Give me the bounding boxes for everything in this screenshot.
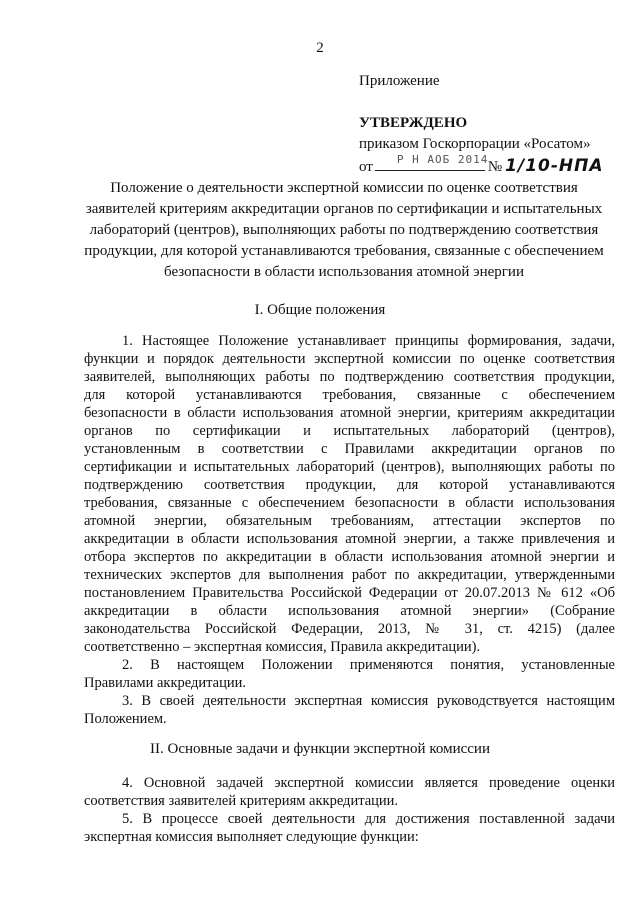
handwritten-order-number: 1/10-НПА (505, 156, 604, 176)
paragraph-line: функции и порядок деятельности экспертной комиссии по оценке соответствия (84, 351, 615, 367)
title-line: Положение о деятельности экспертной комиссии по оценке соответствия (110, 180, 578, 196)
appendix-label: Приложение (359, 73, 440, 89)
paragraph-line: органов по сертификации и испытательных лабораторий (центров), (84, 423, 615, 439)
paragraph-line: заявителей, выполняющих работы по подтверждению соответствия продукции, (84, 369, 615, 385)
date-stamp: Р Н АОБ 2014 (396, 153, 489, 166)
paragraph-5 (84, 810, 615, 846)
paragraph-line: 1. Настоящее Положение устанавливает принципы формирования, задачи, (122, 333, 615, 349)
paragraph-line: для которой устанавливаются требования, связанные с обеспечением (84, 387, 615, 403)
order-by-label: приказом Госкорпорации «Росатом» (359, 136, 591, 152)
order-date-number (359, 153, 604, 176)
paragraph-4 (84, 774, 615, 810)
paragraph-line: аккредитации в области использования атомной энергии, а также привлечения и (84, 531, 615, 547)
paragraph-line: 2. В настоящем Положении применяются понятия, установленные (122, 657, 615, 673)
approved-label: УТВЕРЖДЕНО (359, 115, 468, 131)
date-blank (375, 153, 489, 171)
section-heading-2: II. Основные задачи и функции экспертной комиссии (150, 741, 490, 757)
title-line: заявителей критериям аккредитации органов по сертификации и испытательных (85, 201, 603, 217)
paragraph-line: соответственно – экспертная комиссия, Правила аккредитации). (84, 639, 481, 655)
paragraph-line: сертификации и испытательных лабораторий (центров), выполняющих работы по (84, 459, 615, 475)
paragraph-line: экспертная комиссия выполняет следующие функции: (84, 829, 419, 845)
paragraph-line: отбора экспертов по аккредитации в области использования атомной энергии и (84, 549, 615, 565)
from-label: от (359, 159, 373, 175)
paragraph-1 (84, 332, 615, 656)
paragraph-line: безопасности в области использования атомной энергии, критериям аккредитации (84, 405, 615, 421)
number-label: № (487, 159, 503, 175)
paragraph-3 (84, 692, 615, 728)
paragraph-line: технических экспертов для выполнения работ по аккредитации, утвержденными (84, 567, 615, 583)
title-line: лабораторий (центров), выполняющих работы по подтверждению соответствия (89, 222, 599, 238)
document-title (84, 178, 604, 283)
paragraph-line: Правилами аккредитации. (84, 675, 247, 691)
paragraph-line: Положением. (84, 711, 167, 727)
paragraph-line: подтверждению соответствия продукции, для которой устанавливаются (84, 477, 615, 493)
section-heading-1: I. Общие положения (254, 302, 386, 318)
paragraph-2 (84, 656, 615, 692)
title-line: продукции, для которой устанавливаются требования, связанные с обеспечением (84, 243, 604, 259)
paragraph-line: постановлением Правительства Российской Федерации от 20.07.2013 № 612 «Об (84, 585, 615, 601)
paragraph-line: 4. Основной задачей экспертной комиссии является проведение оценки (122, 775, 615, 791)
paragraph-line: требования, связанные с обеспечением безопасности в области использования (84, 495, 615, 511)
paragraph-line: аккредитации в области использования атомной энергии» (Собрание (84, 603, 615, 619)
page-number: 2 (316, 40, 324, 56)
paragraph-line: установленным в соответствии с Правилами аккредитации органов по (84, 441, 615, 457)
paragraph-line: законодательства Российской Федерации, 2013, № 31, ст. 4215) (далее (84, 621, 615, 637)
paragraph-line: соответствия заявителей критериям аккредитации. (84, 793, 399, 809)
paragraph-line: 3. В своей деятельности экспертная комиссия руководствуется настоящим (122, 693, 615, 709)
paragraph-line: атомной энергии, обязательным требованиям, аттестации экспертов по (84, 513, 615, 529)
title-line: безопасности в области использования атомной энергии (164, 264, 524, 280)
paragraph-line: 5. В процессе своей деятельности для достижения поставленной задачи (122, 811, 615, 827)
